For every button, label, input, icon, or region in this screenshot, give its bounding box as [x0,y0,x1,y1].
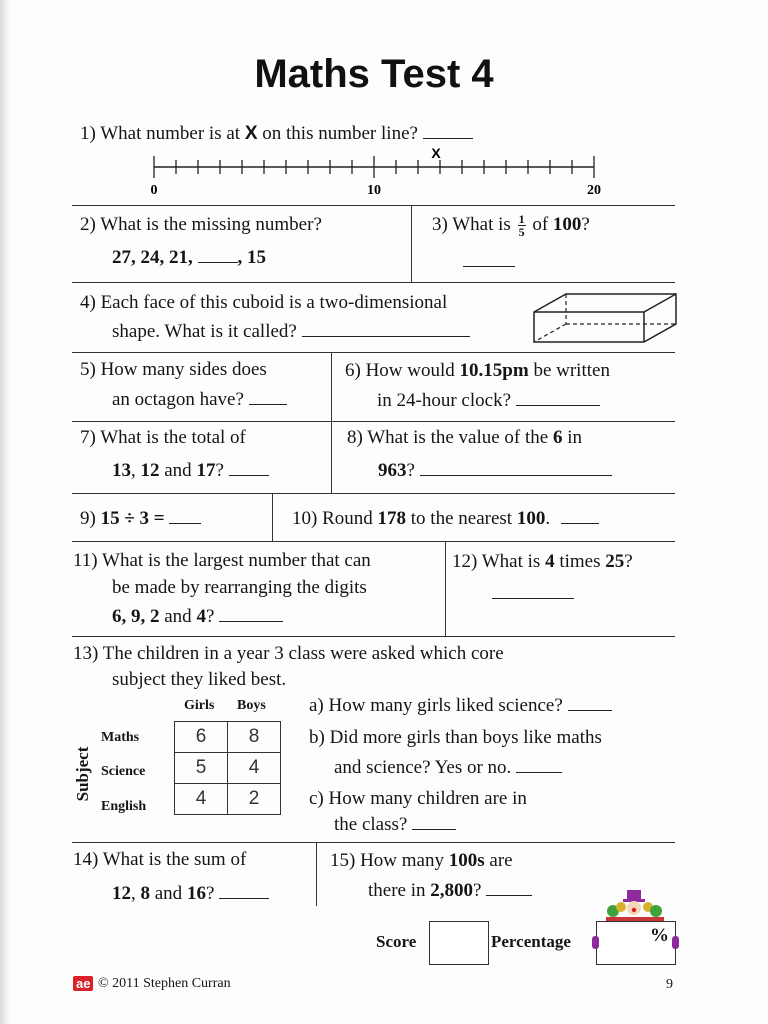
question-text: What is the largest number that can [102,550,371,571]
question-value: 10.15pm [459,360,529,381]
question-value: 12 [112,883,131,904]
question-value: 4 [545,551,555,572]
answer-blank[interactable] [516,391,600,406]
page-title: Maths Test 4 [254,52,494,96]
fraction [518,213,526,238]
question-number: 3) [432,214,448,235]
table-cell: 4 [175,784,228,815]
question-text: How many [360,850,444,871]
table-cell: 6 [175,722,228,753]
answer-blank[interactable] [229,461,269,476]
question-value: 6, 9, 2 [112,606,160,627]
question-6 [345,357,610,385]
score-box[interactable] [429,921,489,965]
answer-blank[interactable] [486,881,532,896]
question-value: 100 [516,508,546,529]
column-header-boys: Boys [237,698,266,713]
mascot-hand-right [672,936,679,949]
answer-blank[interactable] [412,815,456,830]
subject-table [174,721,281,815]
number-line-label-20: 20 [587,183,601,198]
question-2-sequence [112,244,266,272]
question-value: 4 [196,606,206,627]
question-3 [432,211,590,239]
answer-blank[interactable] [463,252,515,267]
answer-blank[interactable] [302,322,470,337]
question-text: there in [368,880,426,901]
question-mark: ? [205,606,215,627]
answer-blank[interactable] [249,390,287,405]
table-cell: 8 [228,722,281,753]
question-number: 13) [73,643,99,664]
question-text: What is the sum of [102,849,247,870]
question-text: Round [322,508,373,529]
question-7 [80,424,246,452]
page-number: 9 [666,977,673,992]
divider [272,493,273,541]
question-15-line2 [368,877,532,905]
question-number: 10) [292,508,318,529]
answer-blank[interactable] [492,584,574,599]
question-value: 100s [448,850,485,871]
divider [331,352,332,493]
question-number: 9) [80,508,96,529]
sequence-item: 24, [140,247,165,268]
row-label-science: Science [101,764,146,779]
question-mark: ? [215,460,224,481]
question-number: 2) [80,214,96,235]
question-value: 16 [186,883,206,904]
question-number: 5) [80,359,96,380]
question-number: 4) [80,292,96,313]
question-8-line2 [378,457,612,485]
question-15 [330,847,513,875]
question-text: How many sides does [100,359,267,380]
question-7-line2 [112,457,269,485]
question-11 [73,547,371,575]
copyright-text: © 2011 Stephen Curran [98,976,231,991]
question-number: 14) [73,849,99,870]
row-label-maths: Maths [101,730,140,745]
question-13a [309,692,612,720]
answer-blank[interactable] [568,696,612,711]
question-value: 8 [140,883,150,904]
question-11-line3 [112,603,283,631]
question-10 [292,505,599,533]
table-row [175,784,281,815]
divider [72,421,675,422]
divider [72,842,675,843]
divider [72,636,675,637]
percentage-box[interactable] [596,921,676,965]
table-cell: 4 [228,753,281,784]
question-mark: ? [205,883,215,904]
question-5 [80,356,267,384]
question-number: 8) [347,427,363,448]
question-2 [80,211,322,239]
question-value: 25 [605,551,625,572]
question-value: 17 [196,460,216,481]
question-text: of [532,214,549,235]
question-value: 13 [112,460,131,481]
row-label-english: English [101,799,147,814]
question-9 [80,505,201,533]
answer-blank[interactable] [516,758,562,773]
question-13 [73,640,504,668]
question-number: 12) [452,551,478,572]
divider [72,205,675,206]
question-text: and [164,606,192,627]
percentage-label: Percentage [491,932,571,951]
question-text: times [559,551,601,572]
question-mark: ? [581,214,590,235]
publisher-logo: ae [73,976,93,991]
table-cell: 5 [175,753,228,784]
question-5-line2 [112,386,287,414]
question-expression: 15 ÷ 3 = [100,508,165,529]
question-number: 7) [80,427,96,448]
question-13c-line2 [334,811,456,839]
divider [445,541,446,636]
sequence-item: , [237,247,243,268]
table-row [175,753,281,784]
answer-blank[interactable] [420,461,612,476]
answer-blank[interactable] [169,509,201,524]
question-number: 6) [345,360,361,381]
question-14-line2 [112,880,269,908]
sequence-item: 27, [112,247,136,268]
question-text: subject they liked best. [112,669,287,690]
question-14 [73,846,246,874]
question-mark: ? [624,551,633,572]
divider [72,352,675,353]
question-text: the class? [334,814,408,835]
fraction-numerator: 1 [518,212,525,227]
question-13c [309,785,527,813]
fraction-denominator: 5 [518,225,525,240]
question-text: in [567,427,582,448]
cuboid-diagram [530,290,680,346]
question-text: a) How many girls liked science? [309,695,563,716]
answer-blank[interactable] [219,607,283,622]
question-11-line2 [112,574,367,602]
separator: , [131,883,136,904]
question-text: What is [452,214,511,235]
question-text: and [164,460,192,481]
divider [316,842,317,906]
divider [72,541,675,542]
question-value: 2,800 [430,880,474,901]
number-line-label-10: 10 [367,183,381,198]
question-number: 11) [73,550,98,571]
question-value: 6 [552,427,563,448]
answer-blank[interactable] [561,509,599,524]
question-text: in 24-hour clock? [377,390,512,411]
answer-blank[interactable] [423,124,473,139]
question-4-line2 [112,318,470,346]
question-text: and [154,883,183,904]
question-text: be written [533,360,610,381]
divider [72,282,675,283]
separator: , [131,460,136,481]
question-text: The children in a year 3 class were asked which core [102,643,504,664]
question-text: on this number line? [262,123,418,144]
table-cell: 2 [228,784,281,815]
question-text: are [489,850,513,871]
question-13b [309,724,602,752]
score-label: Score [376,932,417,951]
question-text: c) How many children are in [309,788,527,809]
axis-label-subject [68,742,98,812]
question-value: 963 [378,460,407,481]
question-mark: ? [406,460,415,481]
marker-label: X [244,123,258,144]
sequence-item: 21, [169,247,193,268]
question-number: 1) [80,123,96,144]
question-mark: ? [473,880,482,901]
number-line-x-marker: X [431,145,441,161]
number-line-label-0: 0 [150,183,158,198]
question-text: How would [365,360,455,381]
answer-blank[interactable] [198,248,238,263]
punctuation: . [545,508,551,529]
question-text: What is the value of the [367,427,549,448]
number-line [140,144,610,200]
question-text: What is the missing number? [100,214,322,235]
question-value: 178 [377,508,407,529]
question-6-line2 [377,387,600,415]
question-text: What is [481,551,541,572]
column-header-girls: Girls [184,698,215,713]
question-8 [347,424,582,452]
answer-blank[interactable] [219,884,269,899]
question-13-line2 [112,666,286,694]
question-value: 100 [552,214,582,235]
table-row [175,722,281,753]
axis-label-text: Subject [73,746,92,802]
question-text: What number is at [100,123,241,144]
question-text: an octagon have? [112,389,244,410]
question-text: be made by rearranging the digits [112,577,367,598]
sequence-item: 15 [247,247,266,268]
mascot-hand-left [592,936,599,949]
question-4 [80,289,447,317]
percent-sign: % [650,925,669,946]
question-text: Each face of this cuboid is a two-dimensional [100,292,448,313]
divider [72,493,675,494]
question-text: What is the total of [100,427,246,448]
divider [411,205,412,282]
page-edge-shadow [0,0,10,1024]
question-text: and science? Yes or no. [334,757,512,778]
question-text: b) Did more girls than boys like maths [309,727,602,748]
question-text: shape. What is it called? [112,321,297,342]
question-number: 15) [330,850,356,871]
question-text: to the nearest [410,508,513,529]
question-12 [452,548,633,576]
question-value: 12 [140,460,160,481]
question-13b-line2 [334,754,562,782]
